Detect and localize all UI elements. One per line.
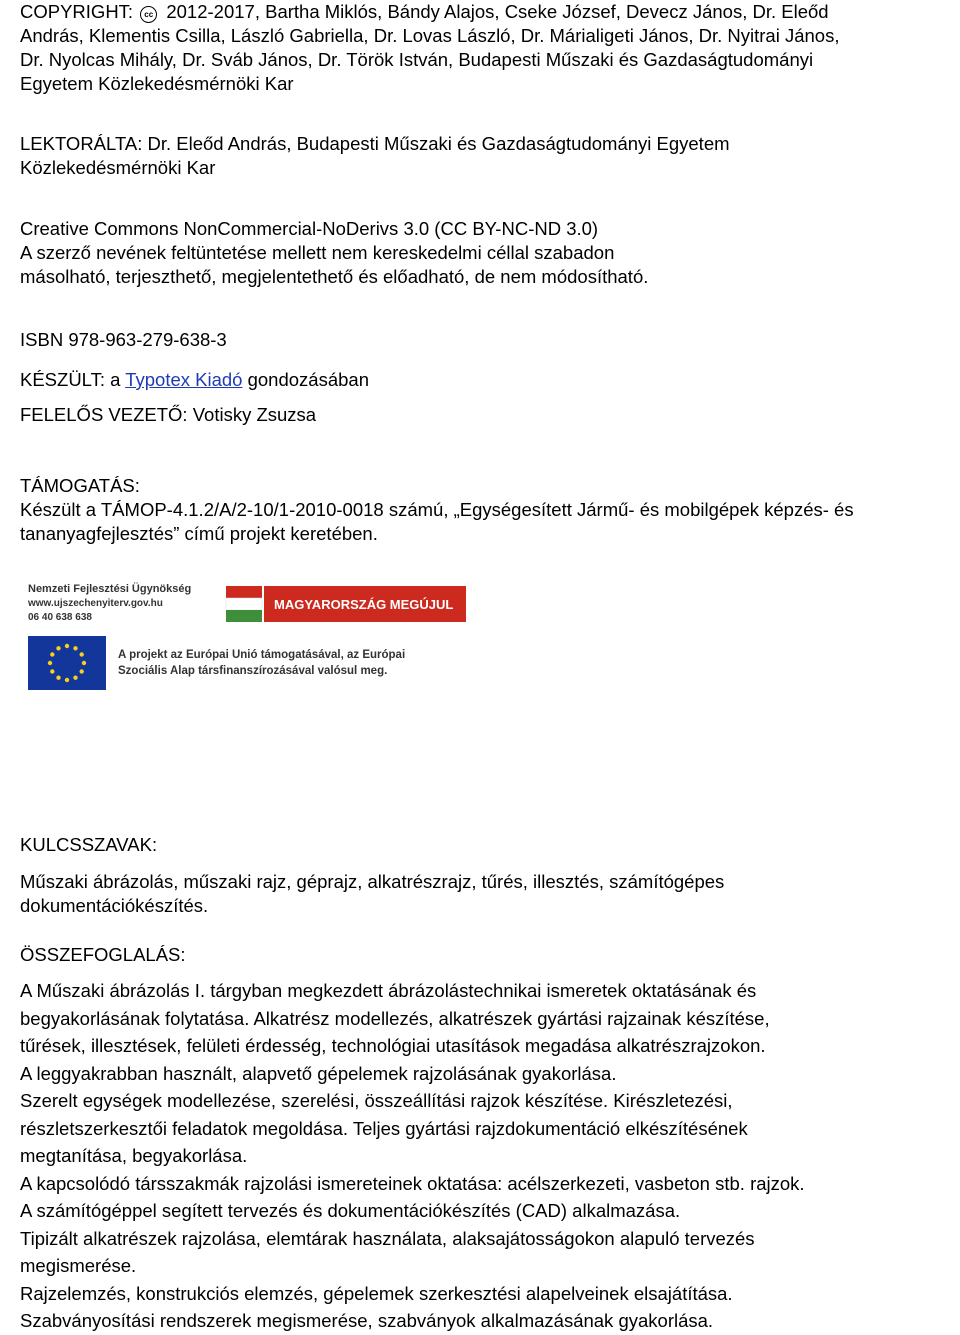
- summary-line: A kapcsolódó társszakmák rajzolási ismereteinek oktatása: acélszerkezeti, vasbeton stb. rajzok.: [20, 1172, 805, 1194]
- eu-flag-icon: [28, 636, 106, 690]
- hungarian-flag-icon: [226, 586, 262, 622]
- creative-commons-icon: cc: [140, 6, 157, 23]
- summary-line: A Műszaki ábrázolás I. tárgyban megkezdett ábrázolástechnikai ismeretek oktatásának és: [20, 980, 757, 1001]
- support-line-1: Készült a TÁMOP-4.1.2/A/2-10/1-2010-0018 számú, „Egységesített Jármű- és mobilgépek képzés- és: [20, 499, 854, 520]
- reviewer-line-1: LEKTORÁLTA: Dr. Eleőd András, Budapesti Műszaki és Gazdaságtudományi Egyetem: [20, 133, 730, 154]
- copyright-line-2: András, Klementis Csilla, László Gabriella, Dr. Lovas László, Dr. Márialigeti János, Dr. Nyitrai János,: [20, 25, 840, 46]
- eu-star: [65, 678, 69, 682]
- summary-line: tűrések, illesztések, felületi érdesség, technológiai utasítások megadása alkatrészrajzokon.: [20, 1035, 766, 1056]
- license-block: [20, 217, 955, 289]
- keywords-heading: KULCSSZAVAK:: [20, 834, 158, 855]
- keywords-line-1: Műszaki ábrázolás, műszaki rajz, géprajz, alkatrészrajz, tűrés, illesztés, számítógépes: [20, 871, 725, 892]
- summary-heading: ÖSSZEFOGLALÁS:: [20, 944, 186, 965]
- eu-star: [73, 676, 77, 680]
- support-heading: TÁMOGATÁS:: [20, 475, 140, 496]
- eu-star: [50, 669, 54, 673]
- summary-line: Szerelt egységek modellezése, szerelési, összeállítási rajzok készítése. Kirészletezési,: [20, 1090, 733, 1111]
- summary-line: Tipizált alkatrészek rajzolása, elemtárak használata, alaksajátosságokon alapuló tervezés: [20, 1227, 755, 1249]
- eu-star: [50, 652, 54, 656]
- eu-text-2: Szociális Alap társfinanszírozásával valósul meg.: [118, 665, 388, 677]
- summary-line: begyakorlásának folytatása. Alkatrész modellezés, alkatrészek gyártási rajzainak készítése,: [20, 1007, 770, 1029]
- reviewer-block: [20, 132, 955, 180]
- agency-phone: 06 40 638 638: [28, 612, 92, 623]
- funding-logo: [22, 572, 472, 702]
- summary-line: Szabványosítási rendszerek megismerése, szabványok alkalmazásának gyakorlása.: [20, 1310, 714, 1331]
- eu-star: [56, 646, 60, 650]
- eu-star: [73, 646, 77, 650]
- copyright-line-1: COPYRIGHT: cc 2012-2017, Bartha Miklós, Bándy Alajos, Cseke József, Devecz János, Dr. Eleőd: [20, 1, 829, 22]
- banner-text: MAGYARORSZÁG MEGÚJUL: [274, 597, 454, 612]
- keywords-line-2: dokumentációkészítés.: [20, 895, 209, 916]
- eu-star: [82, 661, 86, 665]
- support-block: [20, 474, 955, 546]
- license-text-1: A szerző nevének feltüntetése mellett nem kereskedelmi céllal szabadon: [20, 242, 615, 263]
- isbn: ISBN 978-963-279-638-3: [20, 329, 227, 350]
- summary-line: A számítógéppel segített tervezés és dokumentációkészítés (CAD) alkalmazása.: [20, 1200, 681, 1221]
- copyright-line-4: Egyetem Közlekedésmérnöki Kar: [20, 73, 294, 94]
- summary-line: részletszerkesztői feladatok megoldása. Teljes gyártási rajzdokumentáció elkészítésének: [20, 1117, 748, 1139]
- publisher-line: KÉSZÜLT: a Typotex Kiadó gondozásában: [20, 369, 369, 390]
- summary-body: [20, 977, 955, 1335]
- support-line-2: tananyagfejlesztés” című projekt keretében.: [20, 523, 378, 544]
- copyright-label: COPYRIGHT:: [20, 1, 134, 22]
- license-text-2: másolható, terjeszthető, megjelentethető és előadható, de nem módosítható.: [20, 266, 649, 287]
- agency-name: Nemzeti Fejlesztési Ügynökség: [28, 583, 192, 595]
- eu-star: [48, 661, 52, 665]
- eu-star: [56, 676, 60, 680]
- typotex-link[interactable]: Typotex Kiadó: [125, 369, 243, 390]
- eu-text-1: A projekt az Európai Unió támogatásával, az Európai: [118, 649, 406, 661]
- copyright-block: [20, 0, 955, 96]
- eu-star: [65, 644, 69, 648]
- lead-editor: FELELŐS VEZETŐ: Votisky Zsuzsa: [20, 404, 317, 425]
- copyright-line-3: Dr. Nyolcas Mihály, Dr. Sváb János, Dr. Török István, Budapesti Műszaki és Gazdaságtudományi: [20, 49, 814, 70]
- keywords-block: [20, 870, 955, 918]
- summary-line: Rajzelemzés, konstrukciós elemzés, gépelemek szerkesztési alapelveinek elsajátítása.: [20, 1282, 733, 1304]
- eu-star: [80, 669, 84, 673]
- summary-line: megismerése.: [20, 1255, 137, 1276]
- eu-star: [80, 652, 84, 656]
- summary-line: A leggyakrabban használt, alapvető gépelemek rajzolásának gyakorlása.: [20, 1062, 617, 1084]
- license-title: Creative Commons NonCommercial-NoDerivs 3.0 (CC BY-NC-ND 3.0): [20, 218, 599, 239]
- summary-line: megtanítása, begyakorlása.: [20, 1145, 248, 1166]
- reviewer-line-2: Közlekedésmérnöki Kar: [20, 157, 216, 178]
- agency-url: www.ujszechenyiterv.gov.hu: [28, 598, 163, 609]
